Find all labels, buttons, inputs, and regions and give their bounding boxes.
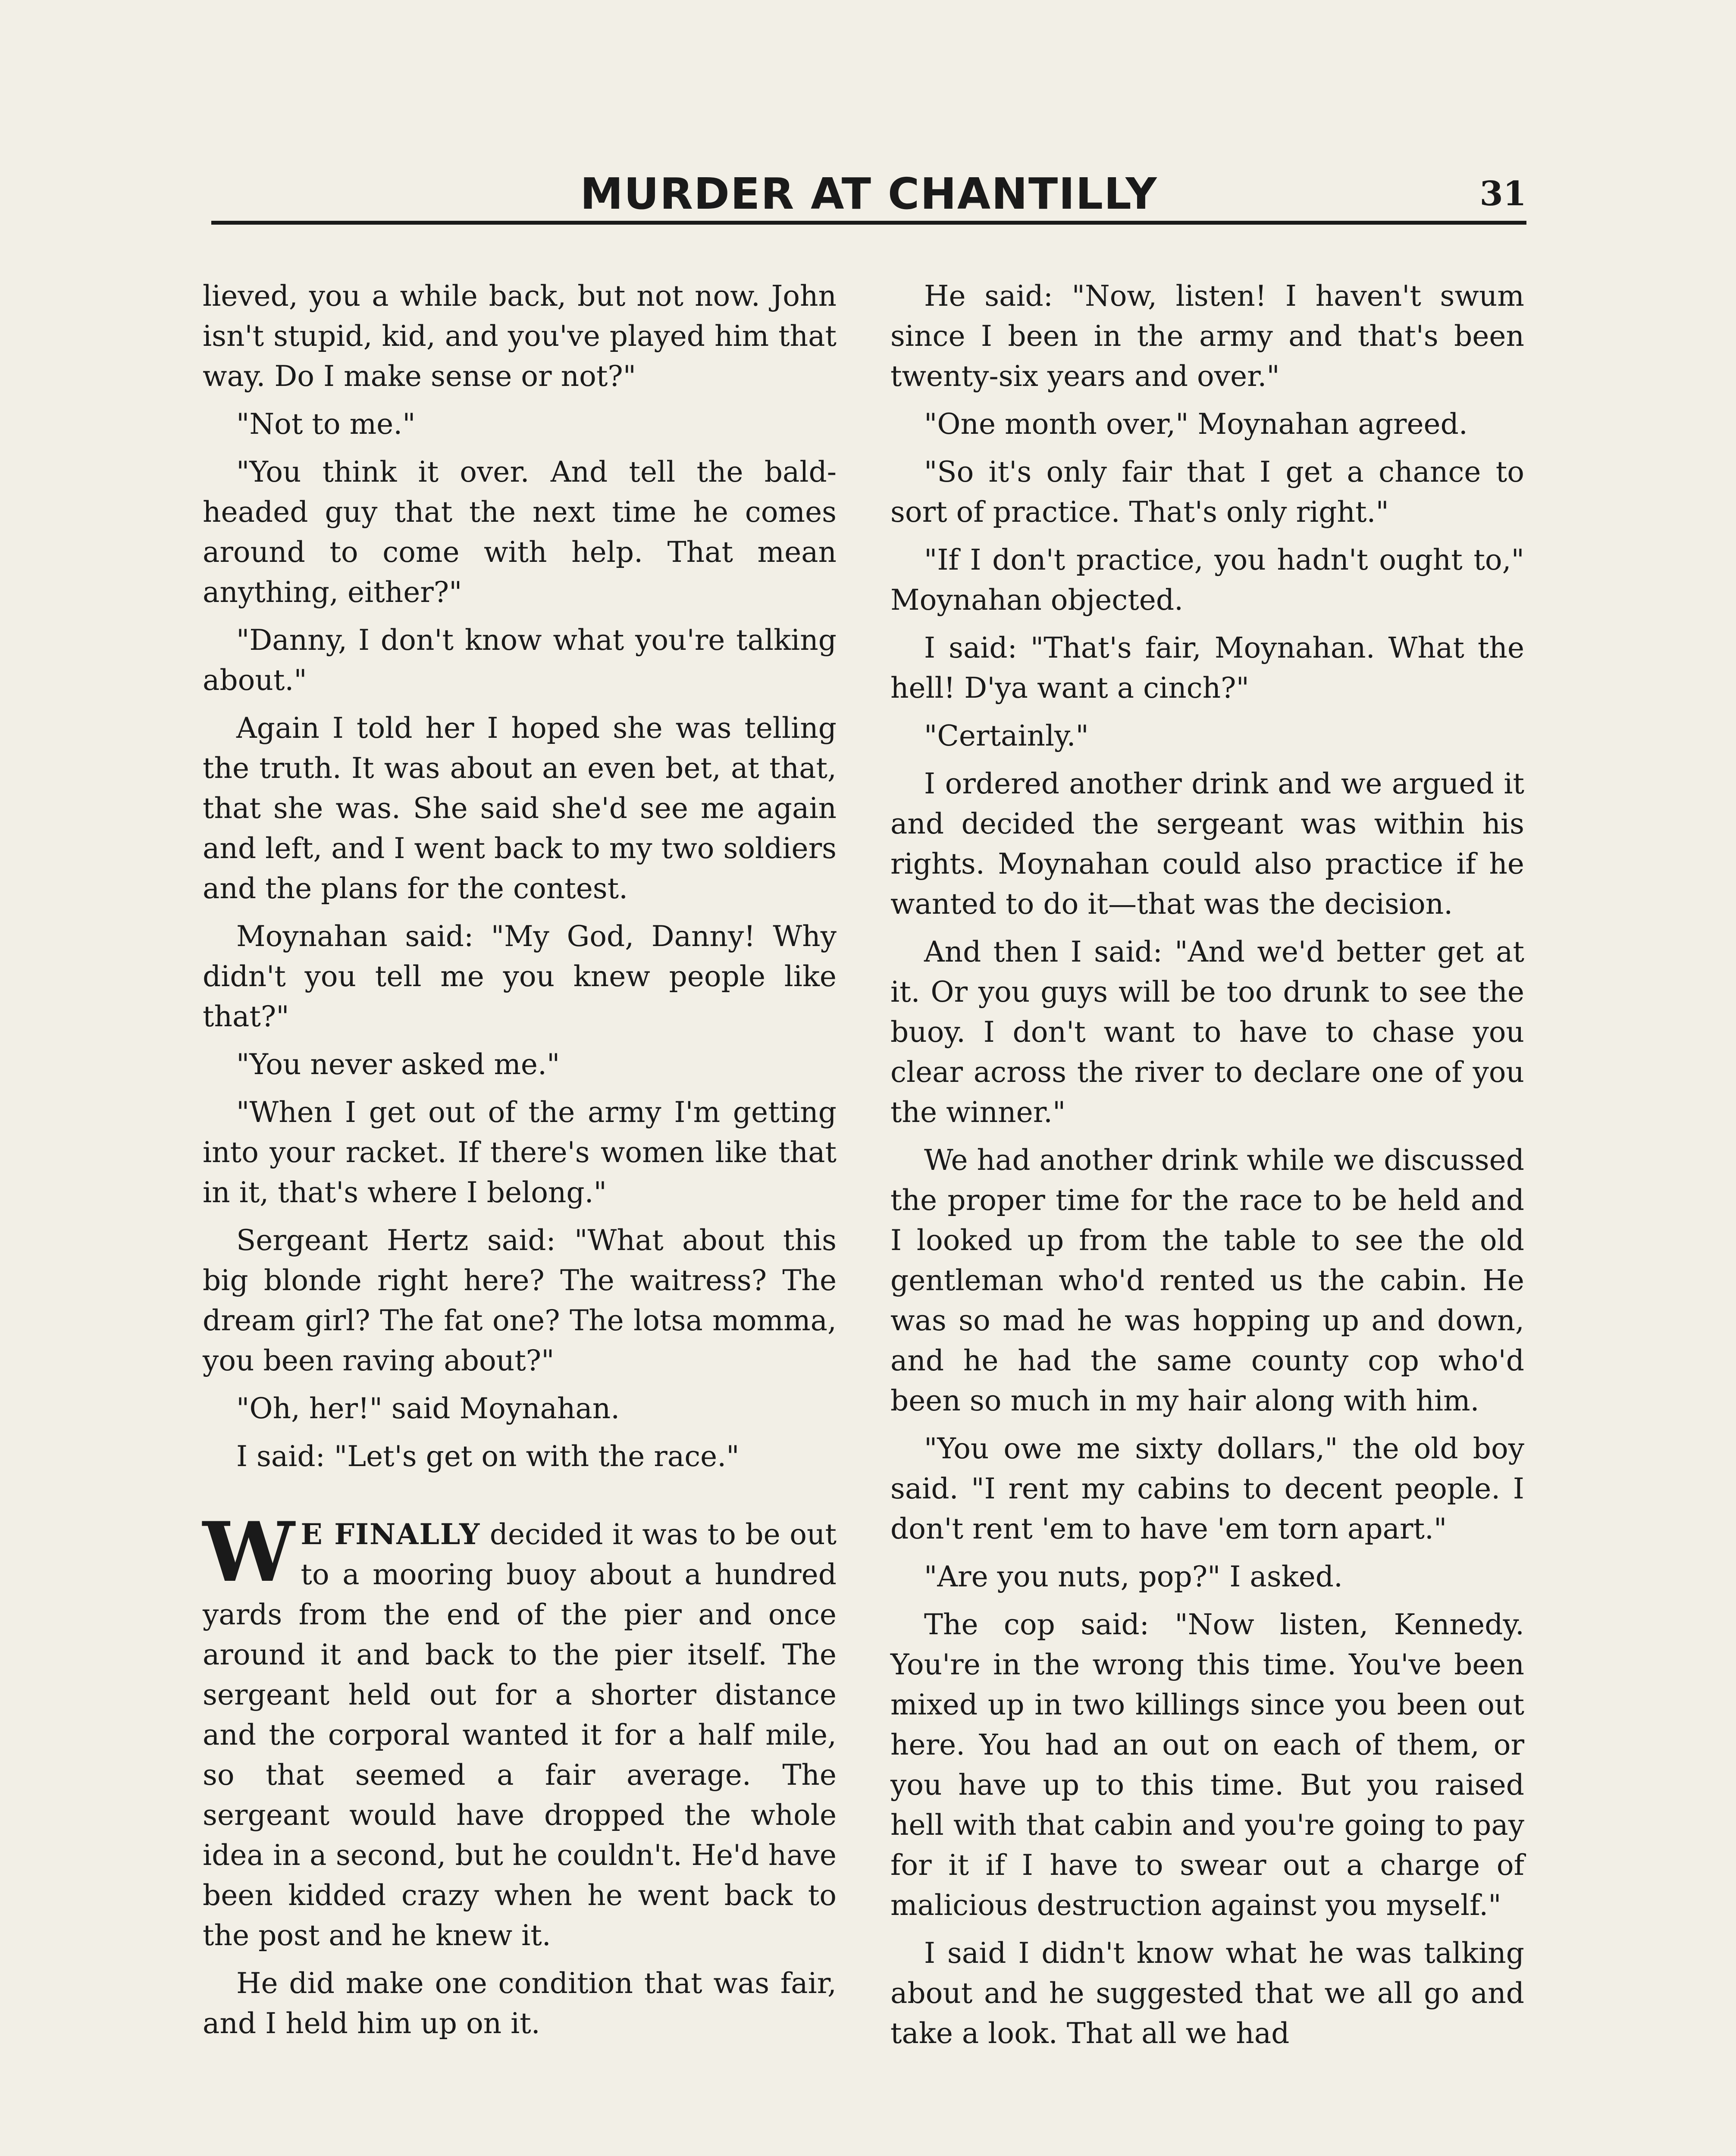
paragraph: Again I told her I hoped she was telling the truth. It was about an even bet, at that, that she was. She said she'd see me again and left, and I went back to my two soldiers and the plans for the contest. [203, 711, 837, 905]
paragraph: And then I said: "And we'd better get at it. Or you guys will be too drunk to see the buoy. I don't want to have to chase you clear across the river to declare one of you the winner." [890, 935, 1524, 1129]
paragraph: "One month over," Moynahan agreed. [924, 407, 1468, 441]
paragraph: "Certainly." [924, 719, 1089, 752]
right-column [890, 276, 1524, 2061]
lead-in: E FINALLY [301, 1517, 481, 1551]
paragraph: I said: "Let's get on with the race." [236, 1440, 740, 1473]
paragraph: "When I get out of the army I'm getting into your racket. If there's women like that in it, that's where I belong." [203, 1096, 837, 1209]
paragraph: "You never asked me." [236, 1048, 560, 1081]
left-column [203, 276, 837, 2051]
paragraph: I ordered another drink and we argued it and decided the sergeant was within his rights. Moynahan could also practice if he wanted to do it—that was the decision. [890, 767, 1524, 921]
paragraph: lieved, you a while back, but not now. John isn't stupid, kid, and you've played him that way. Do I make sense or not?" [203, 279, 837, 393]
paragraph: "Not to me." [236, 407, 416, 441]
running-title: MURDER AT CHANTILLY [580, 169, 1158, 219]
paragraph: The cop said: "Now listen, Kennedy. You're in the wrong this time. You've been mixed up in two killings since you been out here. You had an out on each of them, or you have up to this time. But you raised hell with that cabin and you're going to pay for it if I have to swear out a charge of malicious destruction against you myself." [890, 1608, 1524, 1922]
paragraph: "Danny, I don't know what you're talking about." [203, 624, 837, 697]
paragraph: I said: "That's fair, Moynahan. What the hell! D'ya want a cinch?" [890, 631, 1524, 705]
paragraph: He said: "Now, listen! I haven't swum since I been in the army and that's been twenty-six years and over." [890, 279, 1524, 393]
paragraph: "You owe me sixty dollars," the old boy said. "I rent my cabins to decent people. I don't rent 'em to have 'em torn apart." [890, 1432, 1524, 1545]
paragraph-text: decided it was to be out to a mooring buoy about a hundred yards from the end of the pier and once around it and back to the pier itself. The sergeant held out for a shorter distance and the corporal wanted it for a half mile, so that seemed a fair average. The sergeant would have dropped the whole idea in a second, but he couldn't. He'd have been kidded crazy when he went back to the post and he knew it. [203, 1518, 837, 1952]
paragraph: I said I didn't know what he was talking about and he suggested that we all go and take a look. That all we had [890, 1937, 1524, 2050]
section-opening-paragraph [203, 1504, 837, 1955]
paragraph: Sergeant Hertz said: "What about this big blonde right here? The waitress? The dream girl? The fat one? The lotsa momma, you been raving about?" [203, 1224, 837, 1377]
paragraph: Moynahan said: "My God, Danny! Why didn't you tell me you knew people like that?" [203, 920, 837, 1033]
drop-cap: W [203, 1504, 295, 1600]
paragraph: "Are you nuts, pop?" I asked. [924, 1560, 1343, 1593]
page-header [211, 168, 1526, 220]
paragraph: "If I don't practice, you hadn't ought to," Moynahan objected. [890, 543, 1524, 617]
section-break [203, 1484, 837, 1514]
paragraph: "So it's only fair that I get a chance to sort of practice. That's only right." [890, 455, 1524, 529]
paragraph: "Oh, her!" said Moynahan. [236, 1392, 620, 1425]
paragraph: "You think it over. And tell the bald-headed guy that the next time he comes around to come with help. That mean anything, either?" [203, 455, 837, 609]
header-rule [211, 221, 1526, 225]
page-number: 31 [1479, 174, 1526, 213]
paragraph: He did make one condition that was fair, and I held him up on it. [203, 1967, 837, 2040]
paragraph: We had another drink while we discussed the proper time for the race to be held and I looked up from the table to see the old gentleman who'd rented us the cabin. He was so mad he was hopping up and down, and he had the same county cop who'd been so much in my hair along with him. [890, 1144, 1524, 1417]
